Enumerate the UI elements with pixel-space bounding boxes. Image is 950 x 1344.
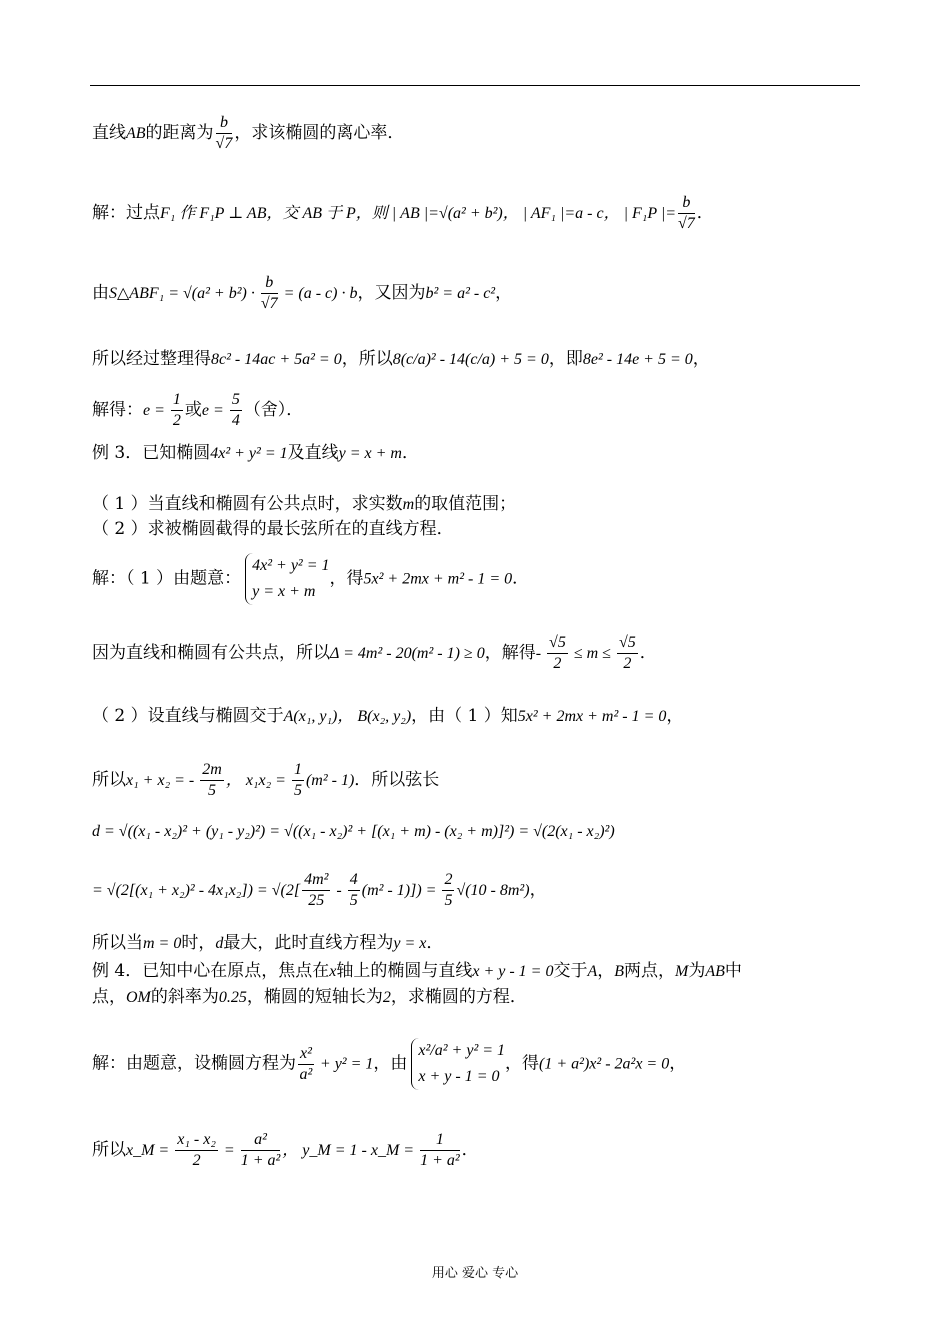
text-run: 4 — [348, 870, 360, 891]
text-run: - — [332, 882, 346, 899]
text-run: ，解得 — [484, 643, 536, 663]
text-run: 例 4．已知中心在原点，焦点在 — [92, 961, 330, 981]
text-run: ， — [495, 283, 513, 303]
text-line-5 — [92, 390, 303, 431]
text-line-2 — [92, 193, 714, 234]
text-run: 4x² + y² = 1 — [210, 445, 288, 462]
text-run: ， x₁x₂ = — [225, 772, 290, 789]
text-run: 解：过点 — [92, 203, 160, 223]
text-run: (1 + a²)x² - 2a²x = 0 — [539, 1055, 670, 1073]
text-run: = (a - c) · b — [279, 285, 358, 302]
text-run: F₁ 作 F₁P ⊥ AB，交 AB 于 P，则 | AB |=√(a² + b²)， | AF₁ |=a - c， | F₁P |= — [160, 205, 677, 222]
fraction — [261, 273, 278, 314]
text-run: ，求该椭圆的离心率． — [234, 123, 405, 143]
text-run: 4m² — [302, 870, 330, 891]
fraction — [348, 870, 360, 911]
text-run: 5 — [293, 782, 302, 799]
text-run: y = x + m — [252, 583, 316, 600]
text-run: 或 — [184, 400, 202, 420]
text-line-13 — [92, 820, 615, 843]
text-run: 及直线 — [287, 443, 339, 463]
text-run: m — [402, 496, 415, 513]
text-run: x — [329, 963, 337, 980]
text-run: 1 — [292, 760, 304, 781]
equation-system — [411, 1038, 505, 1090]
text-run: 2 — [553, 655, 562, 672]
text-run: ，即 — [548, 349, 583, 369]
text-run: 所以 — [92, 1140, 126, 1160]
text-run: M — [675, 963, 689, 980]
text-run: y = x — [393, 935, 427, 952]
text-run: x² — [298, 1044, 314, 1065]
text-run: d — [215, 935, 224, 952]
text-run: ． — [639, 643, 657, 663]
text-run: ， — [669, 1053, 687, 1074]
text-run: AB — [705, 963, 725, 980]
text-run: 解得： — [92, 400, 143, 420]
text-run: ． — [512, 568, 530, 589]
text-line-14 — [92, 870, 547, 911]
text-run: 2 — [623, 655, 632, 672]
text-run: （ 1 ）当直线和椭圆有公共点时，求实数 — [92, 494, 403, 514]
text-run: 例 3．已知椭圆 — [92, 443, 211, 463]
text-run: 5 — [230, 390, 242, 411]
text-line-7 — [92, 493, 516, 516]
text-line-17 — [92, 986, 527, 1009]
text-run: - — [535, 645, 546, 662]
text-run: √7 — [678, 215, 695, 232]
text-run: 2 — [442, 870, 454, 891]
text-run: ，得 — [505, 1053, 540, 1074]
text-run: e = — [143, 402, 169, 419]
text-run: 5 — [208, 782, 217, 799]
text-run: 25 — [308, 892, 325, 909]
fraction — [200, 760, 224, 801]
fraction — [241, 1130, 281, 1171]
text-run: 所以经过整理得 — [92, 349, 211, 369]
text-run: 1 — [420, 1130, 460, 1151]
text-run: 由 — [92, 283, 109, 303]
text-run: ． — [696, 203, 714, 223]
fraction — [216, 113, 233, 154]
text-run: (m² - 1)]) = — [361, 882, 441, 899]
text-run: 因为直线和椭圆有公共点，所以 — [92, 643, 330, 663]
text-run: 的斜率为 — [150, 987, 219, 1007]
text-run: ．所以弦长 — [354, 770, 440, 790]
text-run: √5 — [547, 633, 568, 654]
text-run: 的取值范围； — [414, 494, 517, 514]
text-run: （ 2 ）设直线与椭圆交于 — [92, 706, 284, 726]
text-line-3 — [92, 273, 512, 314]
text-line-6 — [92, 442, 419, 465]
text-line-8 — [92, 518, 454, 540]
text-run: A — [587, 963, 598, 980]
text-run: 8e² - 14e + 5 = 0 — [582, 351, 693, 368]
text-run: ， y_M = 1 - x_M = — [282, 1142, 419, 1159]
text-run: (m² - 1) — [305, 772, 355, 789]
text-line-11 — [92, 705, 683, 728]
page-footer: 用心 爱心 专心 — [431, 1266, 519, 1281]
text-run: ，又因为 — [357, 283, 426, 303]
fraction — [678, 193, 695, 234]
text-line-15 — [92, 932, 443, 955]
text-run: 2 — [172, 412, 181, 429]
text-line-19 — [92, 1130, 479, 1171]
text-run: 4 — [231, 412, 240, 429]
text-run: 1 — [171, 390, 183, 411]
text-run: ，得 — [329, 568, 364, 589]
text-run: 解：由题意，设椭圆方程为 — [92, 1053, 296, 1074]
text-run: S△ABF₁ = √(a² + b²) · — [109, 285, 259, 302]
text-run: = — [219, 1142, 239, 1159]
fraction — [298, 1044, 314, 1085]
text-run: ， — [529, 880, 547, 900]
text-run: 所以当 — [92, 933, 143, 953]
text-run: ，由（ 1 ）知 — [411, 706, 518, 726]
equation-system — [245, 553, 329, 605]
text-run: y = x + m — [338, 445, 402, 462]
text-run: 中 — [724, 961, 742, 981]
text-run: 时， — [181, 933, 216, 953]
text-run: b — [216, 113, 233, 134]
fraction — [171, 390, 183, 431]
text-run: + y² = 1 — [315, 1055, 374, 1073]
text-run: ， — [666, 706, 684, 726]
fraction — [420, 1130, 460, 1171]
text-run: b — [261, 273, 278, 294]
text-run: ， — [692, 349, 710, 369]
text-line-4 — [92, 348, 710, 371]
text-run: b — [678, 193, 695, 214]
fraction — [617, 633, 638, 674]
text-run: 8(c/a)² - 14(c/a) + 5 = 0 — [392, 351, 549, 368]
text-run: 5 — [444, 892, 453, 909]
text-run: ． — [401, 443, 419, 463]
fraction — [230, 390, 242, 431]
text-line-12 — [92, 760, 439, 801]
fraction — [292, 760, 304, 801]
text-run: AB — [126, 125, 146, 142]
text-run: OM — [126, 989, 151, 1006]
text-run: 轴上的椭圆与直线 — [336, 961, 473, 981]
text-run: √7 — [215, 135, 233, 152]
text-run: 为 — [688, 961, 706, 981]
text-line-10 — [92, 633, 657, 674]
text-run: 点， — [92, 987, 126, 1007]
text-run: 2m — [200, 760, 224, 781]
text-run: √7 — [260, 295, 278, 312]
text-run: 的距离为 — [145, 123, 214, 143]
text-run: 两点， — [624, 961, 676, 981]
text-run: 直线 — [92, 123, 126, 143]
text-run: m = 0 — [143, 935, 182, 952]
text-run: （ 2 ）求被椭圆截得的最长弦所在的直线方程． — [92, 519, 454, 539]
text-run: x²/a² + y² = 1 — [418, 1042, 506, 1059]
text-run: d = √((x₁ - x₂)² + (y₁ - y₂)²) = √((x₁ - x₂)² + [(x₁ + m) - (x₂ + m)]²) = √(2(x₁ - x₂)²) — [92, 823, 615, 840]
text-run: √(10 - 8m²) — [456, 882, 530, 899]
text-run: ． — [461, 1140, 479, 1160]
text-run: 8c² - 14ac + 5a² = 0 — [211, 351, 342, 368]
text-run: x + y - 1 = 0 — [418, 1068, 500, 1085]
text-line-18 — [92, 1038, 686, 1090]
text-line-1 — [92, 113, 404, 154]
text-run: ，椭圆的短轴长为 — [246, 987, 383, 1007]
fraction — [302, 870, 330, 911]
text-line-16 — [92, 960, 742, 983]
text-run: B — [614, 963, 625, 980]
text-run: x₁ + x₂ = - — [126, 772, 199, 789]
text-run: √5 — [617, 633, 638, 654]
text-run: Δ = 4m² - 20(m² - 1) ≥ 0 — [330, 645, 485, 662]
text-run: ，所以 — [341, 349, 393, 369]
text-run: A(x₁, y₁)， B(x₂, y₂) — [283, 708, 412, 725]
text-run: 5x² + 2mx + m² - 1 = 0 — [517, 708, 667, 725]
text-run: 4x² + y² = 1 — [252, 557, 330, 574]
text-run: a² — [241, 1130, 281, 1151]
text-run: a² — [299, 1065, 313, 1083]
text-run: 1 + a² — [420, 1152, 460, 1169]
text-run: 解：（ 1 ）由题意： — [92, 568, 242, 589]
text-run: （舍）． — [243, 400, 304, 420]
fraction — [547, 633, 568, 674]
text-run: b² = a² - c² — [425, 285, 496, 302]
text-run: ，求椭圆的方程． — [390, 987, 527, 1007]
fraction — [175, 1130, 218, 1171]
text-run: 最大，此时直线方程为 — [223, 933, 394, 953]
text-run: ． — [426, 933, 444, 953]
text-run: 0.25 — [218, 989, 247, 1006]
text-run: ，由 — [373, 1053, 408, 1074]
text-run: x_M = — [126, 1142, 174, 1159]
fraction — [442, 870, 454, 911]
text-run: 5 — [349, 892, 358, 909]
text-run: 1 + a² — [240, 1152, 281, 1169]
text-run: ≤ m ≤ — [569, 645, 615, 662]
text-run: 交于 — [553, 961, 588, 981]
text-run: 5x² + 2mx + m² - 1 = 0 — [363, 570, 513, 588]
text-line-9 — [92, 553, 529, 605]
text-run: 2 — [192, 1152, 201, 1169]
text-run: 所以 — [92, 770, 126, 790]
text-run: x + y - 1 = 0 — [472, 963, 554, 980]
text-run: x₁ - x₂ — [175, 1130, 218, 1151]
text-run: e = — [201, 402, 228, 419]
text-run: ， — [597, 961, 615, 981]
header-rule — [90, 85, 860, 86]
text-run: = √(2[(x₁ + x₂)² - 4x₁x₂]) = √(2[ — [92, 882, 301, 899]
text-run: 2 — [382, 989, 391, 1006]
